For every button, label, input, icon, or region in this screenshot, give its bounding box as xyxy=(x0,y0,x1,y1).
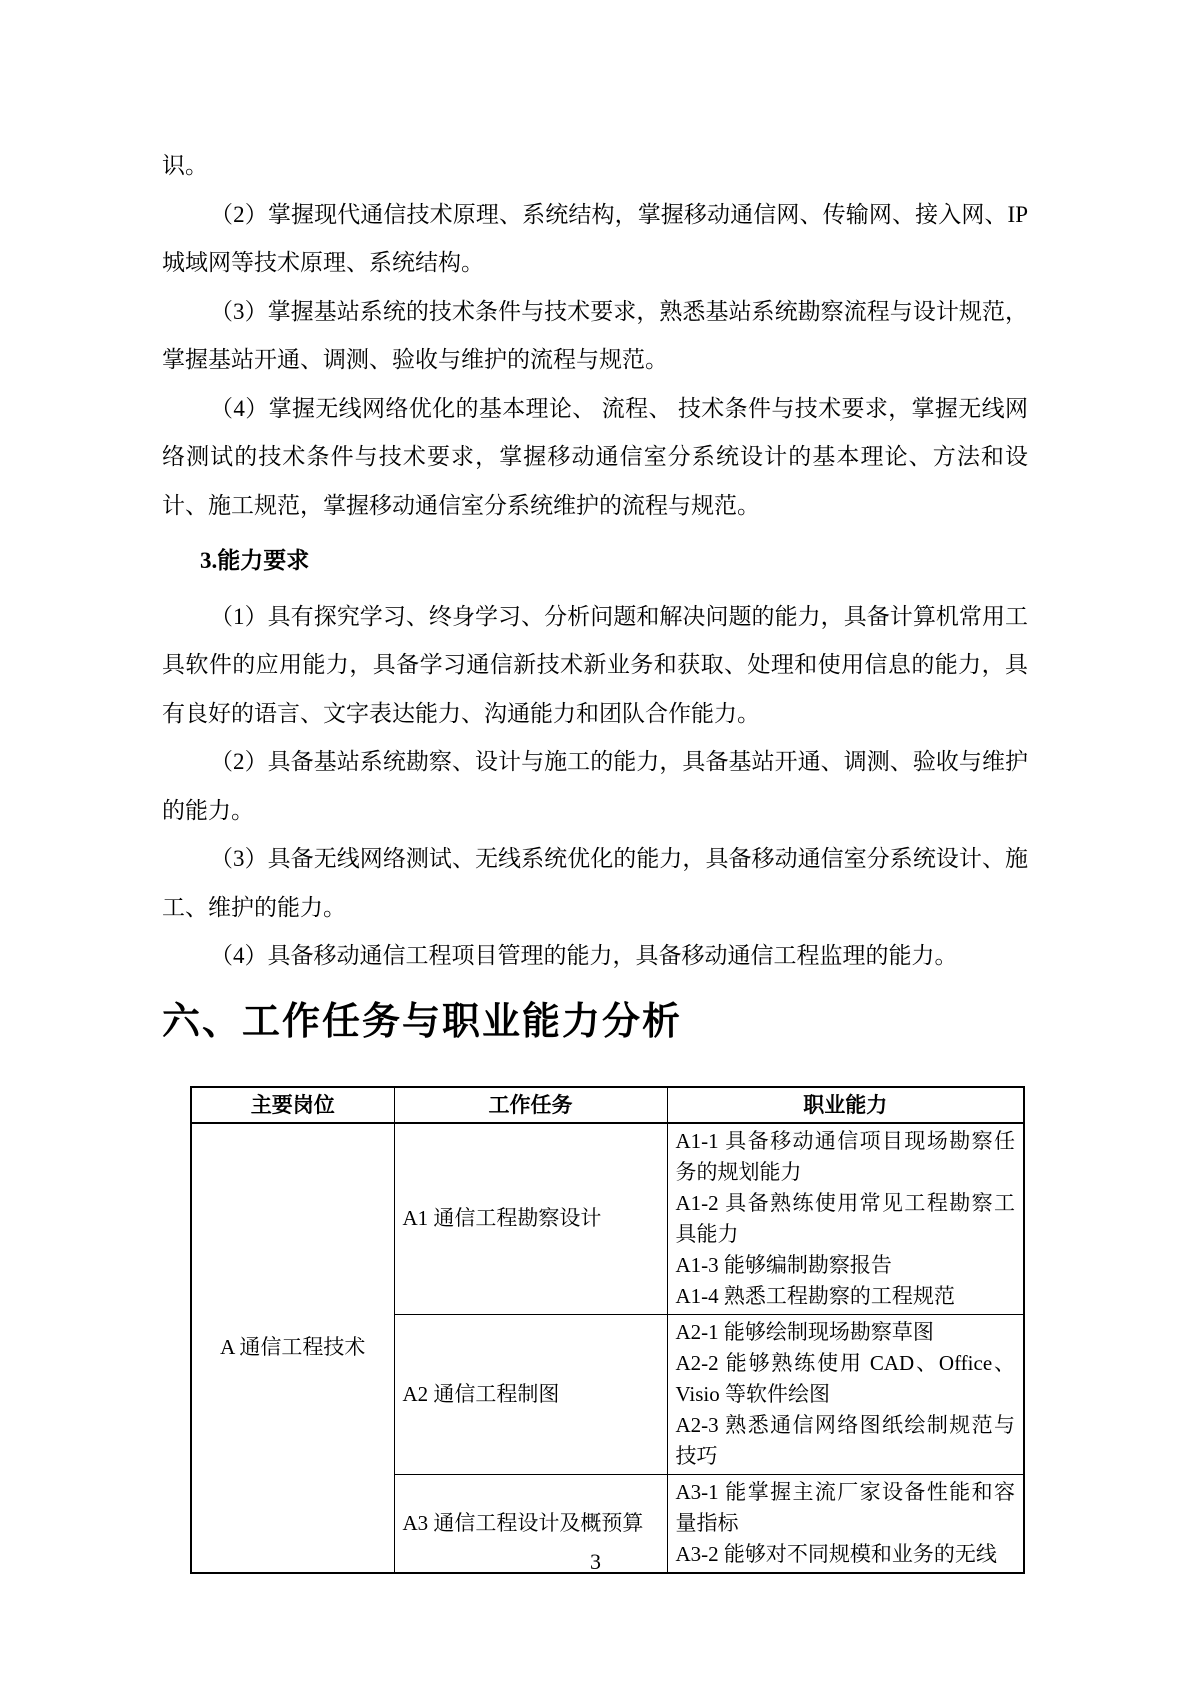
ability-line: A1-4 熟悉工程勘察的工程规范 xyxy=(675,1283,955,1308)
knowledge-item-2: （2）掌握现代通信技术原理、系统结构，掌握移动通信网、传输网、接入网、IP 城域网等技术原理、系统结构。 xyxy=(162,201,1028,275)
knowledge-item-3: （3）掌握基站系统的技术条件与技术要求，熟悉基站系统勘察流程与设计规范，掌握基站开通、调测、验收与维护的流程与规范。 xyxy=(162,298,1028,372)
ability-line: A1-1 具备移动通信项目现场勘察任务的规划能力 xyxy=(675,1128,1015,1184)
ability-cell-a1 xyxy=(667,1123,1024,1315)
task-cell-a3: A3 通信工程设计及概预算 xyxy=(394,1474,667,1573)
ability-item-4: （4）具备移动通信工程项目管理的能力，具备移动通信工程监理的能力。 xyxy=(210,943,958,968)
page-number: 3 xyxy=(590,1549,601,1574)
task-cell-a2: A2 通信工程制图 xyxy=(394,1314,667,1474)
ability-line: A3-1 能掌握主流厂家设备性能和容量指标 xyxy=(675,1479,1015,1535)
ability-line: A2-2 能够熟练使用 CAD、Office、Visio 等软件绘图 xyxy=(675,1350,1015,1406)
task-cell-a1: A1 通信工程勘察设计 xyxy=(394,1123,667,1315)
ability-line: A2-1 能够绘制现场勘察草图 xyxy=(675,1319,934,1344)
paragraph-continuation: 识。 xyxy=(162,153,208,178)
ability-line: A1-3 能够编制勘察报告 xyxy=(675,1252,892,1277)
ability-line: A3-2 能够对不同规模和业务的无线 xyxy=(675,1541,997,1566)
ability-item-1: （1）具有探究学习、终身学习、分析问题和解决问题的能力，具备计算机常用工具软件的应用能力，具备学习通信新技术新业务和获取、处理和使用信息的能力，具有良好的语言、文字表达能力、沟通能力和团队合作能力。 xyxy=(162,603,1028,726)
column-header-ability: 职业能力 xyxy=(667,1087,1024,1123)
ability-item-2: （2）具备基站系统勘察、设计与施工的能力，具备基站开通、调测、验收与维护的能力。 xyxy=(162,749,1028,823)
column-header-position: 主要岗位 xyxy=(191,1087,394,1123)
ability-requirements-heading: 3.能力要求 xyxy=(200,548,310,573)
column-header-task: 工作任务 xyxy=(394,1087,667,1123)
knowledge-item-4: （4）掌握无线网络优化的基本理论、 流程、 技术条件与技术要求，掌握无线网络测试的技术条件与技术要求，掌握移动通信室分系统设计的基本理论、方法和设计、施工规范，掌握移动通信室分系统维护的流程与规范。 xyxy=(162,395,1028,518)
ability-cell-a2 xyxy=(667,1314,1024,1474)
ability-line: A1-2 具备熟练使用常见工程勘察工具能力 xyxy=(675,1190,1015,1246)
table-row xyxy=(191,1123,1024,1315)
position-group-cell: A 通信工程技术 xyxy=(191,1123,394,1573)
section-heading-task-analysis: 六、工作任务与职业能力分析 xyxy=(162,1000,683,1043)
table-header-row xyxy=(191,1087,1024,1123)
ability-item-3: （3）具备无线网络测试、无线系统优化的能力，具备移动通信室分系统设计、施工、维护的能力。 xyxy=(162,846,1028,920)
document-body xyxy=(162,142,1028,1574)
ability-line: A2-3 熟悉通信网络图纸绘制规范与技巧 xyxy=(675,1412,1015,1468)
task-ability-table xyxy=(190,1086,1025,1574)
